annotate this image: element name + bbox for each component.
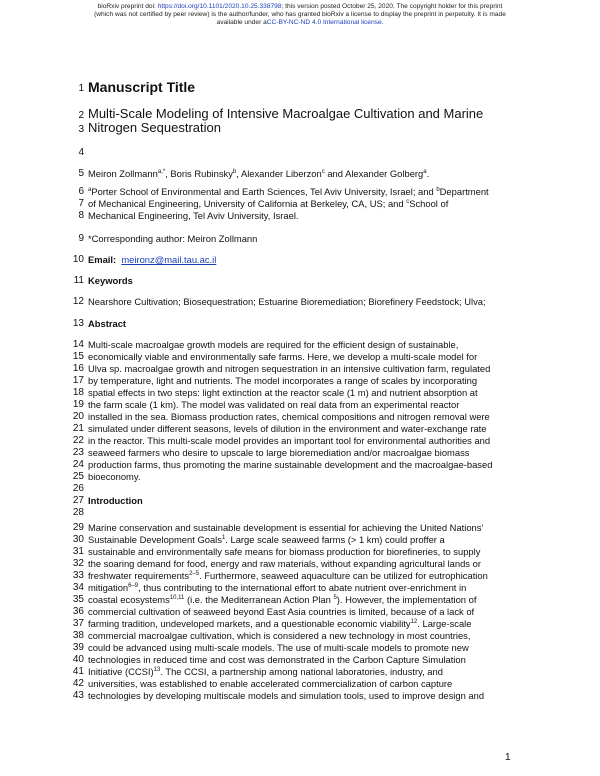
line-number: 28 xyxy=(72,507,84,518)
abstract-line: installed in the sea. Biomass production rates, chemical compositions and nitrogen removal were xyxy=(88,411,490,422)
line-number: 31 xyxy=(72,546,84,557)
abstract-heading: Abstract xyxy=(88,318,127,329)
line-number: 43 xyxy=(72,690,84,701)
license-link[interactable]: CC-BY-NC-ND 4.0 International license xyxy=(266,19,382,26)
email-link[interactable]: meironz@mail.tau.ac.il xyxy=(121,254,217,265)
line-number: 38 xyxy=(72,630,84,641)
intro-line: farming tradition, undeveloped markets, and a questionable economic viability$^{12}$. Large-scale xyxy=(88,618,472,629)
line-number: 22 xyxy=(72,435,84,446)
line-number: 30 xyxy=(72,534,84,545)
abstract-line: bioeconomy. xyxy=(88,471,141,482)
intro-line: coastal ecosystems$^{10,11}$ (i.e. the Mediterranean Action Plan $^5$). However, the implementation of xyxy=(88,594,477,605)
line-number: 41 xyxy=(72,666,84,677)
manuscript-title-label: Manuscript Title xyxy=(88,79,196,95)
line-number: 7 xyxy=(78,198,84,209)
intro-line: freshwater requirements$^{2-5}$. Furthermore, seaweed aquaculture can be utilized for eutrophication xyxy=(88,570,488,581)
abstract-line: simulated under different seasons, levels of dilution in the environment and water-exchange rate xyxy=(88,423,487,434)
affiliation-line-1: $^a$Porter School of Environmental and Earth Sciences, Tel Aviv University, Israel; and $^b$Department xyxy=(88,186,489,197)
line-number: 34 xyxy=(72,582,84,593)
header-line-2: (which was not certified by peer review) is the author/funder, who has granted bioRxiv a license to display the preprint in perpetuity. It is made xyxy=(94,11,506,18)
line-number: 20 xyxy=(72,411,84,422)
line-number: 2 xyxy=(78,110,84,121)
line-number: 5 xyxy=(78,168,84,179)
line-number: 42 xyxy=(72,678,84,689)
abstract-line: by temperature, light and nutrients. The model incorporates a range of scales by incorporating xyxy=(88,375,478,386)
email-label: Email: xyxy=(88,254,117,265)
line-number: 13 xyxy=(72,318,84,329)
email-line xyxy=(88,254,216,266)
abstract-line: Multi-scale macroalgae growth models are required for the efficient design of sustainable, xyxy=(88,339,459,350)
abstract-line: Ulva sp. macroalgae growth and nitrogen sequestration in an intensive cultivation farm, regulated xyxy=(88,363,491,374)
intro-line: technologies in reduced time and cost was demonstrated in the Carbon Capture Simulation xyxy=(88,654,466,665)
abstract-line: in the reactor. This multi-scale model provides an important tool for environmental authorities and xyxy=(88,435,491,446)
paper-title-line-2: Nitrogen Sequestration xyxy=(88,120,221,135)
doi-link[interactable]: https://doi.org/10.1101/2020.10.25.338798 xyxy=(157,3,282,10)
line-number: 27 xyxy=(72,495,84,506)
affiliation-line-2: of Mechanical Engineering, University of California at Berkeley, CA, US; and $^c$School of xyxy=(88,198,449,209)
line-number: 19 xyxy=(72,399,84,410)
abstract-line: spatial effects in two steps: light extinction at the reactor scale (1 m) and nutrient absorption at xyxy=(88,387,478,398)
intro-line: could be advanced using multi-scale models. The use of multi-scale models to promote new xyxy=(88,642,469,653)
line-number: 32 xyxy=(72,558,84,569)
line-number: 29 xyxy=(72,522,84,533)
abstract-line: economically viable and environmentally safe farms. Here, we develop a multi-scale model for xyxy=(88,351,478,362)
line-number: 4 xyxy=(78,147,84,158)
keywords-heading: Keywords xyxy=(88,275,133,286)
line-number: 36 xyxy=(72,606,84,617)
intro-line: commercial cultivation of seaweed beyond East Asia countries is limited, because of a lack of xyxy=(88,606,475,617)
line-number: 11 xyxy=(73,275,84,286)
line-number: 3 xyxy=(78,124,84,135)
line-number: 24 xyxy=(72,459,84,470)
line-number: 26 xyxy=(72,483,84,494)
abstract-line: the farm scale (1 km). The model was validated on real data from an experimental reactor xyxy=(88,399,460,410)
intro-line: Marine conservation and sustainable development is essential for achieving the United Nations' xyxy=(88,522,484,533)
intro-line: Initiative (CCSI)$^{13}$. The CCSI, a partnership among national laboratories, industry, and xyxy=(88,666,443,677)
intro-line: mitigation$^{6-9}$, thus contributing to the international effort to abate nutrient over-enrichment in xyxy=(88,582,467,593)
line-number: 14 xyxy=(72,339,84,350)
line-number: 18 xyxy=(72,387,84,398)
line-number: 25 xyxy=(72,471,84,482)
line-number: 1 xyxy=(78,83,84,94)
introduction-heading: Introduction xyxy=(88,495,143,506)
intro-line: Sustainable Development Goals$^1$. Large scale seaweed farms (> 1 km) could proffer a xyxy=(88,534,445,545)
page-number: 1 xyxy=(505,752,511,763)
line-number: 37 xyxy=(72,618,84,629)
abstract-line: production farms, thus promoting the marine sustainable development and the macroalgae-based xyxy=(88,459,493,470)
affiliation-line-3: Mechanical Engineering, Tel Aviv University, Israel. xyxy=(88,210,299,221)
intro-line: universities, was established to enable accelerated commercialization of carbon capture xyxy=(88,678,453,689)
line-number: 35 xyxy=(72,594,84,605)
line-number: 6 xyxy=(78,186,84,197)
line-number: 39 xyxy=(72,642,84,653)
line-number: 23 xyxy=(72,447,84,458)
line-number: 8 xyxy=(78,210,84,221)
line-number: 17 xyxy=(72,375,84,386)
line-number: 9 xyxy=(78,233,84,244)
author-list: Meiron Zollmann$^{a,*}$, Boris Rubinsky$^b$, Alexander Liberzon$^c$ and Alexander Golberg$^a$. xyxy=(88,168,430,179)
intro-line: sustainable and environmentally safe means for biomass production for biorefineries, to supply xyxy=(88,546,481,557)
line-number: 10 xyxy=(72,254,84,265)
header-line-1: bioRxiv preprint doi: https://doi.org/10.1101/2020.10.25.338798; this version posted October 25, 2020. The copyright holder for this preprint xyxy=(97,3,503,10)
intro-line: commercial macroalgae cultivation, which is considered a new technology in most countries, xyxy=(88,630,471,641)
paper-title-line-1: Multi-Scale Modeling of Intensive Macroalgae Cultivation and Marine xyxy=(88,106,484,121)
line-number: 16 xyxy=(72,363,84,374)
line-number: 33 xyxy=(72,570,84,581)
line-number: 40 xyxy=(72,654,84,665)
line-number: 15 xyxy=(72,351,84,362)
preprint-header xyxy=(0,3,600,27)
header-line-3: available under aCC-BY-NC-ND 4.0 International license. xyxy=(216,19,384,26)
line-number: 21 xyxy=(72,423,84,434)
intro-line: the soaring demand for food, energy and raw materials, without expanding agricultural lands or xyxy=(88,558,481,569)
intro-line: technologies by developing multiscale models and simulation tools, used to improve design and xyxy=(88,690,485,701)
corresponding-author: *Corresponding author: Meiron Zollmann xyxy=(88,233,258,244)
line-number: 12 xyxy=(72,296,84,307)
abstract-line: seaweed farmers who desire to upscale to large bioremediation and/or macroalgae biomass xyxy=(88,447,470,458)
keywords-text: Nearshore Cultivation; Biosequestration; Estuarine Bioremediation; Biorefinery Feedstock; Ulva; xyxy=(88,296,486,307)
